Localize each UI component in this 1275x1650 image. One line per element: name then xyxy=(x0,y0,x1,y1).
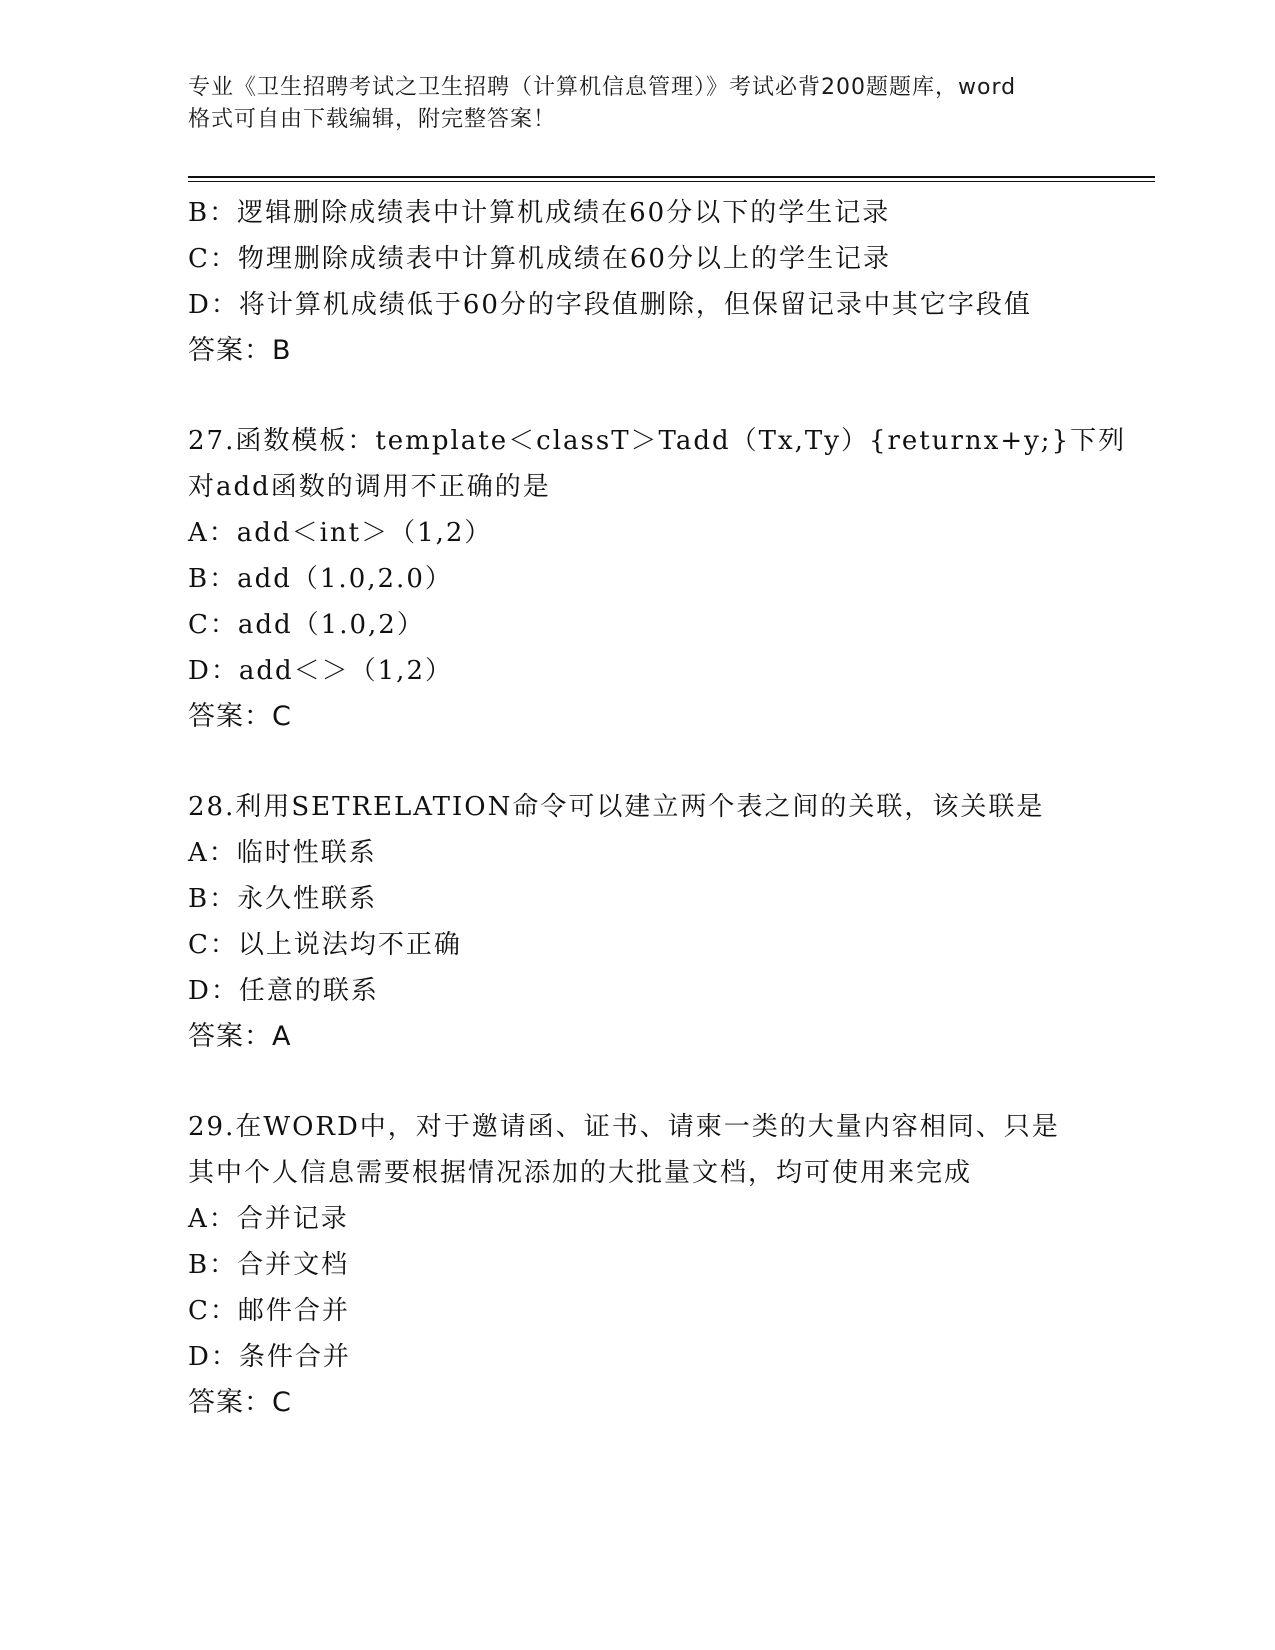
document-header xyxy=(188,72,1088,136)
q28-option-d: D：任意的联系 xyxy=(188,976,379,1006)
q27-option-a: A：add＜int＞（1,2） xyxy=(188,518,493,548)
q26-option-d: D：将计算机成绩低于60分的字段值删除，但保留记录中其它字段值 xyxy=(188,290,1032,320)
spacer xyxy=(188,1060,1088,1104)
q29-option-a: A：合并记录 xyxy=(188,1204,349,1234)
question-28 xyxy=(188,784,1088,1060)
spacer xyxy=(188,374,1088,418)
question-29 xyxy=(188,1104,1088,1426)
header-line-2: 格式可自由下载编辑，附完整答案！ xyxy=(188,107,557,132)
spacer xyxy=(188,740,1088,784)
header-rule-thin xyxy=(188,181,1155,182)
q27-stem-line-1: 27.函数模板：template＜classT＞Tadd（Tx,Ty）{returnx+y;}下列 xyxy=(188,426,1127,456)
q29-option-b: B：合并文档 xyxy=(188,1250,350,1280)
q28-option-c: C：以上说法均不正确 xyxy=(188,930,462,960)
question-27 xyxy=(188,418,1127,740)
q26-option-b: B：逻辑删除成绩表中计算机成绩在60分以下的学生记录 xyxy=(188,198,891,228)
q28-stem-line-1: 28.利用SETRELATION命令可以建立两个表之间的关联，该关联是 xyxy=(188,792,1045,822)
q27-option-c: C：add（1.0,2） xyxy=(188,610,425,640)
q26-answer: 答案：B xyxy=(188,335,292,366)
q29-stem-line-2: 其中个人信息需要根据情况添加的大批量文档，均可使用来完成 xyxy=(188,1158,973,1188)
question-26-tail xyxy=(188,190,1088,374)
q29-answer: 答案：C xyxy=(188,1387,292,1418)
q29-option-d: D：条件合并 xyxy=(188,1342,351,1372)
header-line-1: 专业《卫生招聘考试之卫生招聘（计算机信息管理）》考试必背200题题库，word xyxy=(188,75,1017,100)
q27-option-d: D：add＜＞（1,2） xyxy=(188,656,453,686)
header-rule-thick xyxy=(188,176,1155,178)
q26-option-c: C：物理删除成绩表中计算机成绩在60分以上的学生记录 xyxy=(188,244,891,274)
q27-option-b: B：add（1.0,2.0） xyxy=(188,564,453,594)
question-list xyxy=(188,190,1127,1426)
q28-option-b: B：永久性联系 xyxy=(188,884,378,914)
q28-option-a: A：临时性联系 xyxy=(188,838,377,868)
q27-answer: 答案：C xyxy=(188,701,292,732)
q29-option-c: C：邮件合并 xyxy=(188,1296,350,1326)
q29-stem-line-1: 29.在WORD中，对于邀请函、证书、请柬一类的大量内容相同、只是 xyxy=(188,1112,1060,1142)
q28-answer: 答案：A xyxy=(188,1021,292,1052)
q27-stem-line-2: 对add函数的调用不正确的是 xyxy=(188,472,551,502)
